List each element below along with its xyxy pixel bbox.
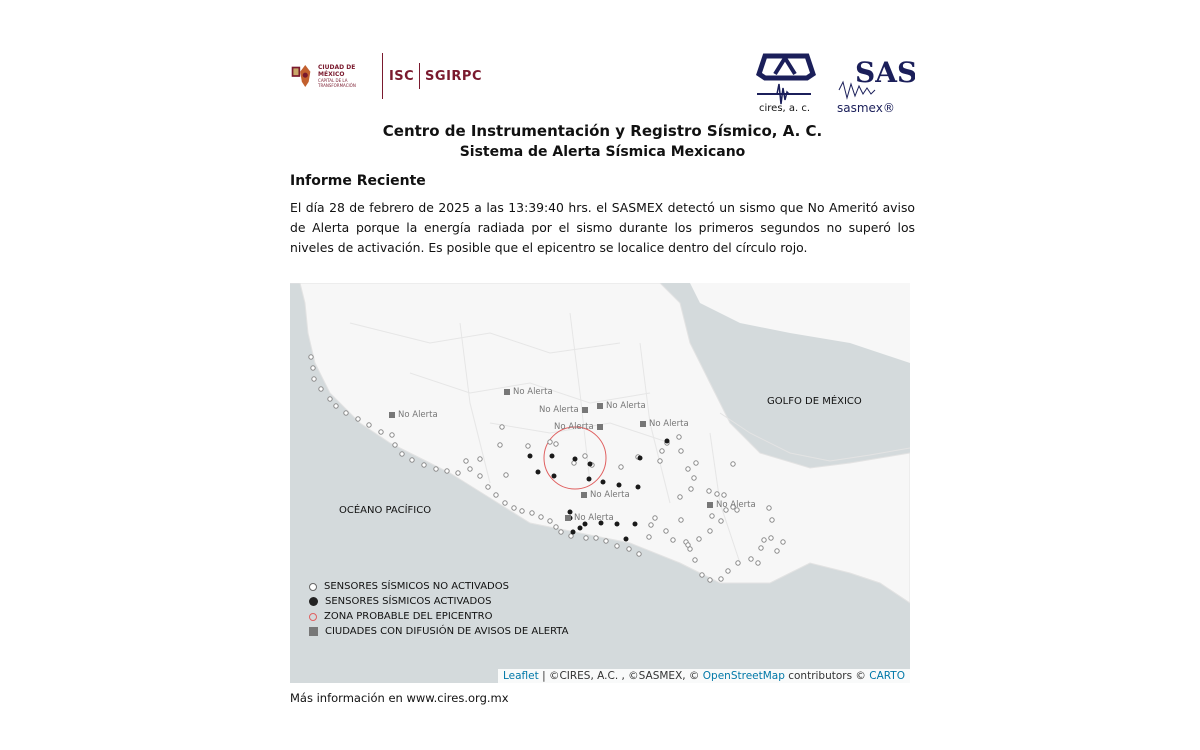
not-activated-sensor (689, 487, 693, 491)
pacific-label: OCÉANO PACÍFICO (339, 505, 432, 516)
not-activated-sensor (679, 449, 683, 453)
activated-sensor (638, 456, 643, 461)
not-activated-sensor (715, 492, 719, 496)
not-activated-sensor (390, 433, 394, 437)
activated-sensor (528, 454, 533, 459)
not-activated-sensor (478, 474, 482, 478)
activated-sensor (601, 480, 606, 485)
not-activated-sensor (445, 469, 449, 473)
cdmx-isc-logo (290, 48, 482, 104)
not-activated-sensor (569, 534, 573, 538)
city-marker[interactable]: No Alerta (597, 401, 646, 411)
cdmx-tagline: CAPITAL DE LA TRANSFORMACIÓN (318, 78, 356, 88)
legend-row: ZONA PROBABLE DEL EPICENTRO (309, 609, 568, 624)
not-activated-sensor (710, 514, 714, 518)
not-activated-sensor (686, 467, 690, 471)
not-activated-sensor (559, 530, 563, 534)
activated-sensor (536, 470, 541, 475)
not-activated-sensor (775, 549, 779, 553)
not-activated-sensor (526, 444, 530, 448)
city-marker[interactable]: No Alerta (581, 490, 630, 500)
not-activated-sensor (719, 519, 723, 523)
not-activated-sensor (548, 519, 552, 523)
not-activated-sensor (356, 417, 360, 421)
not-activated-sensor (708, 578, 712, 582)
cires-label: cires, a. c. (759, 103, 811, 114)
not-activated-sensor (679, 518, 683, 522)
map-attribution: Leaflet | ©CIRES, A.C. , ©SASMEX, © OpenStreetMap contributors © CARTO (498, 669, 910, 683)
not-activated-sensor (594, 536, 598, 540)
red-circle-icon (309, 613, 317, 621)
not-activated-sensor (309, 355, 313, 359)
city-marker[interactable]: No Alerta (389, 410, 438, 420)
not-activated-sensor (468, 467, 472, 471)
carto-link[interactable]: CARTO (869, 670, 905, 682)
section-title: Informe Reciente (290, 173, 426, 189)
city-square-icon (597, 424, 603, 430)
activated-sensor (573, 457, 578, 462)
not-activated-sensor (400, 452, 404, 456)
sgirpc-label: SGIRPC (425, 68, 482, 84)
not-activated-sensor (653, 516, 657, 520)
isc-label: ISC (388, 68, 415, 84)
not-activated-sensor (749, 557, 753, 561)
not-activated-sensor (464, 459, 468, 463)
city-marker[interactable]: No Alerta (554, 422, 603, 432)
yucatan-peninsula (690, 283, 910, 363)
city-square-icon (389, 412, 395, 418)
not-activated-sensor (658, 459, 662, 463)
not-activated-sensor (604, 539, 608, 543)
not-activated-sensor (660, 449, 664, 453)
sas-text: SAS (855, 56, 915, 89)
activated-sensor (588, 462, 593, 467)
page-title: Centro de Instrumentación y Registro Sísmico, A. C. (382, 122, 823, 140)
not-activated-sensor (664, 529, 668, 533)
activated-sensor (617, 483, 622, 488)
not-activated-sensor (726, 569, 730, 573)
not-activated-sensor (319, 387, 323, 391)
cdmx-seal-icon (290, 61, 312, 91)
not-activated-sensor (410, 458, 414, 462)
not-activated-sensor (694, 461, 698, 465)
not-activated-sensor (770, 518, 774, 522)
city-square-icon (640, 421, 646, 427)
not-activated-sensor (671, 538, 675, 542)
city-marker[interactable]: No Alerta (565, 513, 614, 523)
filled-circle-icon (309, 597, 318, 606)
not-activated-sensor (422, 463, 426, 467)
city-square-icon (581, 492, 587, 498)
activated-sensor (578, 526, 583, 531)
activated-sensor (624, 537, 629, 542)
not-activated-sensor (697, 537, 701, 541)
activated-sensor (571, 530, 576, 535)
not-activated-sensor (722, 493, 726, 497)
cdmx-name: CIUDAD DE MÉXICO (318, 64, 356, 78)
city-square-icon (582, 407, 588, 413)
not-activated-sensor (649, 523, 653, 527)
legend-row: SENSORES SÍSMICOS NO ACTIVADOS (309, 579, 568, 594)
not-activated-sensor (367, 423, 371, 427)
not-activated-sensor (393, 443, 397, 447)
activated-sensor (636, 485, 641, 490)
not-activated-sensor (500, 425, 504, 429)
not-activated-sensor (456, 471, 460, 475)
not-activated-sensor (693, 558, 697, 562)
not-activated-sensor (615, 544, 619, 548)
not-activated-sensor (637, 552, 641, 556)
not-activated-sensor (504, 473, 508, 477)
not-activated-sensor (767, 506, 771, 510)
not-activated-sensor (520, 509, 524, 513)
activated-sensor (633, 522, 638, 527)
not-activated-sensor (512, 506, 516, 510)
not-activated-sensor (781, 540, 785, 544)
not-activated-sensor (762, 538, 766, 542)
not-activated-sensor (707, 489, 711, 493)
city-marker[interactable]: No Alerta (504, 387, 553, 397)
not-activated-sensor (498, 443, 502, 447)
not-activated-sensor (554, 442, 558, 446)
open-circle-icon (309, 583, 317, 591)
osm-link[interactable]: OpenStreetMap (702, 670, 785, 682)
not-activated-sensor (769, 536, 773, 540)
not-activated-sensor (434, 467, 438, 471)
not-activated-sensor (736, 561, 740, 565)
activated-sensor (615, 522, 620, 527)
not-activated-sensor (334, 404, 338, 408)
square-icon (309, 627, 318, 636)
not-activated-sensor (572, 461, 576, 465)
not-activated-sensor (719, 577, 723, 581)
not-activated-sensor (708, 529, 712, 533)
gulf-label: GOLFO DE MÉXICO (767, 396, 862, 407)
not-activated-sensor (759, 546, 763, 550)
not-activated-sensor (731, 462, 735, 466)
not-activated-sensor (478, 457, 482, 461)
report-text: El día 28 de febrero de 2025 a las 13:39:40 hrs. el SASMEX detectó un sismo que No Ameritó aviso de Alerta porque la energía radiada por el sismo durante los primeros segundos no superó los niveles de activación. Es posible que el epicentro se localice dentro del círculo rojo. (290, 200, 915, 255)
not-activated-sensor (692, 476, 696, 480)
activated-sensor (550, 454, 555, 459)
not-activated-sensor (619, 465, 623, 469)
not-activated-sensor (583, 454, 587, 458)
city-square-icon (565, 515, 571, 521)
city-marker[interactable]: No Alerta (707, 500, 756, 510)
not-activated-sensor (686, 543, 690, 547)
not-activated-sensor (312, 377, 316, 381)
not-activated-sensor (494, 493, 498, 497)
logo-divider (382, 53, 383, 99)
not-activated-sensor (503, 501, 507, 505)
leaflet-link[interactable]: Leaflet (502, 670, 539, 682)
logo-divider-small (419, 63, 420, 89)
footer-text: Más información en www.cires.org.mx (290, 691, 509, 705)
city-square-icon (597, 403, 603, 409)
not-activated-sensor (486, 485, 490, 489)
city-marker[interactable]: No Alerta (539, 405, 588, 415)
activated-sensor (552, 474, 557, 479)
not-activated-sensor (548, 440, 552, 444)
legend-row: SENSORES SÍSMICOS ACTIVADOS (309, 594, 568, 609)
not-activated-sensor (700, 573, 704, 577)
activated-sensor (587, 477, 592, 482)
not-activated-sensor (344, 411, 348, 415)
city-square-icon (504, 389, 510, 395)
activated-sensor (665, 439, 670, 444)
not-activated-sensor (539, 515, 543, 519)
not-activated-sensor (756, 561, 760, 565)
cires-sas-logos (755, 48, 915, 116)
seismic-map[interactable] (290, 283, 910, 683)
sasmex-label: sasmex® (837, 101, 895, 115)
page-subtitle: Sistema de Alerta Sísmica Mexicano (459, 144, 746, 160)
map-legend (309, 579, 568, 639)
not-activated-sensor (627, 547, 631, 551)
legend-row: CIUDADES CON DIFUSIÓN DE AVISOS DE ALERTA (309, 624, 568, 639)
not-activated-sensor (554, 525, 558, 529)
not-activated-sensor (647, 535, 651, 539)
not-activated-sensor (311, 366, 315, 370)
city-marker[interactable]: No Alerta (640, 419, 689, 429)
not-activated-sensor (530, 511, 534, 515)
not-activated-sensor (379, 430, 383, 434)
not-activated-sensor (328, 397, 332, 401)
city-square-icon (707, 502, 713, 508)
not-activated-sensor (677, 435, 681, 439)
not-activated-sensor (584, 536, 588, 540)
not-activated-sensor (678, 495, 682, 499)
